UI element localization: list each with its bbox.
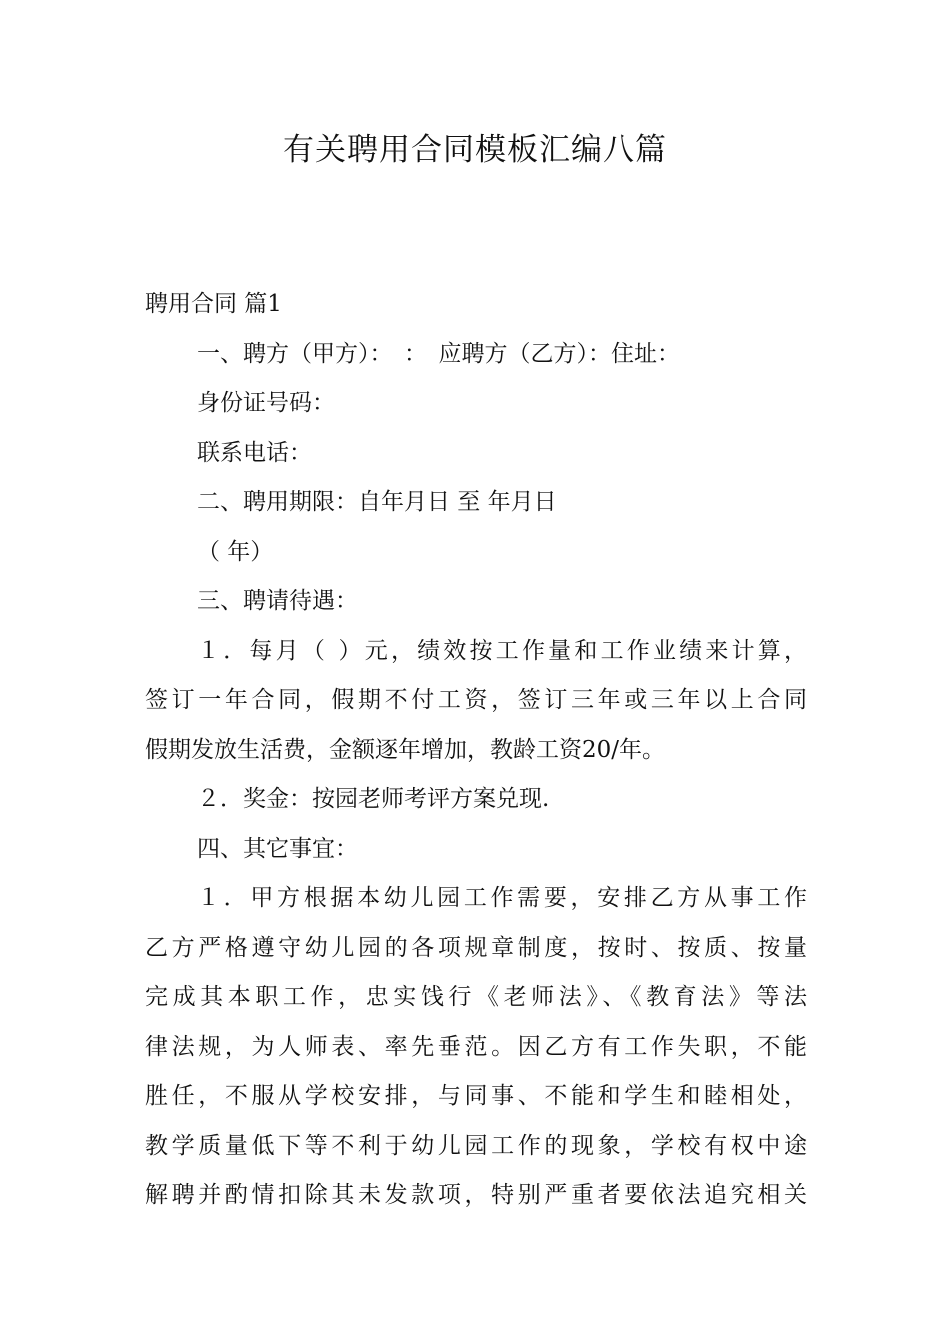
paragraph-line: 身份证号码：: [197, 390, 335, 416]
paragraph-line: 三、聘请待遇：: [197, 588, 358, 614]
paragraph-line: 乙方严格遵守幼儿园的各项规章制度，按时、按质、按量: [145, 934, 807, 961]
paragraph-line: 完成其本职工作，忠实饯行《老师法》、《教育法》等法: [145, 984, 807, 1010]
paragraph-line: 教学质量低下等不利于幼儿园工作的现象，学校有权中途: [145, 1132, 807, 1159]
page-title: 有关聘用合同模板汇编八篇: [283, 132, 667, 168]
paragraph-line: 二、聘用期限：自年月日 至 年月日: [197, 489, 557, 515]
paragraph-line: 签订一年合同，假期不付工资，签订三年或三年以上合同: [145, 687, 807, 713]
paragraph-line: 解聘并酌情扣除其未发款项，特别严重者要依法追究相关: [145, 1182, 807, 1208]
paragraph-line: 胜任，不服从学校安排，与同事、不能和学生和睦相处，: [145, 1083, 807, 1109]
paragraph-line: 一、聘方（甲方）： ： 应聘方（乙方）：住址：: [197, 340, 680, 367]
paragraph-line: （ 年）: [197, 538, 274, 565]
paragraph-line: １．甲方根据本幼儿园工作需要，安排乙方从事工作: [197, 885, 807, 911]
paragraph-line: １．每月（ ）元，绩效按工作量和工作业绩来计算，: [197, 637, 807, 664]
paragraph-line: 假期发放生活费，金额逐年增加，教龄工资20/年。: [145, 736, 666, 763]
paragraph-line: 联系电话：: [197, 439, 312, 466]
paragraph-line: ２．奖金：按园老师考评方案兑现.: [197, 786, 550, 812]
section-heading: 聘用合同 篇1: [145, 291, 282, 317]
document-body: [145, 280, 807, 1221]
paragraph-line: 四、其它事宜：: [197, 835, 358, 862]
paragraph-line: 律法规，为人师表、率先垂范。因乙方有工作失职，不能: [145, 1033, 807, 1060]
